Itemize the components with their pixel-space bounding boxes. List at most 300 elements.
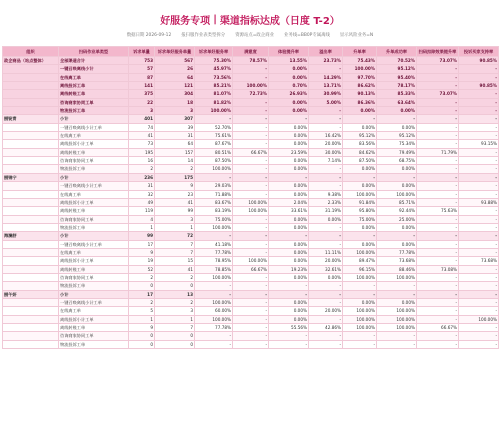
column-header[interactable]: 组织 — [3, 47, 59, 57]
table-cell: 100.00% — [343, 307, 377, 315]
table-cell: 离线投诉工单 — [59, 82, 129, 90]
table-cell: 68.75% — [377, 157, 417, 165]
table-cell: 0.70% — [269, 82, 309, 90]
table-cell — [3, 257, 59, 265]
table-cell: 1 — [155, 223, 195, 231]
filter-type: 报扫服作业表类型拆分 — [181, 33, 226, 38]
table-cell: - — [233, 173, 269, 181]
table-cell: 0.00% — [269, 257, 309, 265]
subtotal-row — [3, 115, 499, 123]
table-cell: - — [309, 182, 343, 190]
table-cell: 100.00% — [377, 190, 417, 198]
table-cell: 0.00% — [377, 223, 417, 231]
table-cell: - — [417, 115, 459, 123]
table-cell: 84.62% — [343, 148, 377, 156]
table-cell: 16 — [129, 157, 155, 165]
table-cell: - — [417, 98, 459, 106]
filter-business: 业务线=BB0P专属离线 — [284, 33, 330, 38]
table-cell: - — [269, 340, 309, 348]
table-cell: 64 — [155, 140, 195, 148]
table-cell — [3, 324, 59, 332]
table-cell — [3, 248, 59, 256]
table-cell: 全部渠道合计 — [59, 57, 129, 65]
table-cell: - — [417, 123, 459, 131]
table-cell: 73.68% — [377, 257, 417, 265]
table-cell: - — [417, 223, 459, 231]
table-cell: - — [233, 215, 269, 223]
table-cell: 0.00% — [269, 223, 309, 231]
table-cell: 55.56% — [269, 324, 309, 332]
table-cell: 0.00% — [343, 223, 377, 231]
table-cell: - — [233, 315, 269, 323]
table-cell: 离线转账工单 — [59, 324, 129, 332]
table-cell: 0.00% — [269, 157, 309, 165]
table-cell: 73.07% — [417, 90, 459, 98]
table-cell: 捌锭青 — [3, 115, 59, 123]
table-cell: - — [377, 232, 417, 240]
table-cell: - — [269, 290, 309, 298]
table-cell — [3, 148, 59, 156]
table-cell: 93.88% — [459, 198, 499, 206]
table-cell: 121 — [155, 82, 195, 90]
table-cell: 0.00% — [343, 107, 377, 115]
table-cell: 73.56% — [195, 73, 233, 81]
table-cell: - — [269, 332, 309, 340]
table-cell: 一键召唤离线小计工单 — [59, 182, 129, 190]
table-cell: 86.62% — [343, 82, 377, 90]
table-cell: 80.51% — [195, 148, 233, 156]
table-cell: 86.36% — [343, 98, 377, 106]
table-cell: 92.44% — [377, 207, 417, 215]
table-cell: 0.00% — [269, 240, 309, 248]
table-cell: - — [417, 232, 459, 240]
table-cell: - — [343, 173, 377, 181]
table-cell: 78.85% — [195, 265, 233, 273]
table-cell: - — [459, 215, 499, 223]
table-cell: - — [309, 223, 343, 231]
table-cell: - — [417, 132, 459, 140]
table-cell — [3, 340, 59, 348]
table-cell: 87.67% — [195, 140, 233, 148]
table-row — [3, 265, 499, 273]
table-cell: - — [343, 332, 377, 340]
table-cell: - — [459, 73, 499, 81]
table-cell: 307 — [155, 115, 195, 123]
table-cell: 0.00% — [377, 165, 417, 173]
table-cell: 0.00% — [343, 123, 377, 131]
table-cell: 0.00% — [343, 298, 377, 306]
table-cell: - — [233, 190, 269, 198]
table-cell: 3 — [155, 107, 195, 115]
table-cell: 0 — [155, 282, 195, 290]
table-cell: - — [309, 340, 343, 348]
table-cell: 30.00% — [309, 148, 343, 156]
table-cell: 0.00% — [309, 215, 343, 223]
table-cell: 9.38% — [309, 190, 343, 198]
column-header[interactable]: 诉求单量 — [129, 47, 155, 57]
column-header[interactable]: 溢出率 — [309, 47, 343, 57]
table-cell: 70.52% — [377, 57, 417, 65]
table-row — [3, 215, 499, 223]
table-cell: 5 — [129, 307, 155, 315]
table-cell: 捌锦宁 — [3, 173, 59, 181]
table-cell: - — [377, 282, 417, 290]
table-cell: - — [377, 290, 417, 298]
table-cell: 85.71% — [377, 198, 417, 206]
table-cell: 一键召唤离线小计工单 — [59, 298, 129, 306]
table-cell: 3 — [155, 307, 195, 315]
table-cell: - — [233, 73, 269, 81]
table-cell: - — [269, 282, 309, 290]
table-row — [3, 273, 499, 281]
table-cell: - — [417, 157, 459, 165]
table-cell: - — [417, 290, 459, 298]
table-cell: - — [309, 123, 343, 131]
table-cell: 81.07% — [195, 90, 233, 98]
table-cell — [3, 123, 59, 131]
title-separator: | — [213, 13, 217, 25]
table-cell: 88.46% — [377, 265, 417, 273]
table-cell: 2.04% — [269, 198, 309, 206]
table-cell: 41 — [155, 265, 195, 273]
table-cell: - — [417, 248, 459, 256]
table-cell: 119 — [129, 207, 155, 215]
table-cell: - — [309, 173, 343, 181]
table-cell: - — [459, 132, 499, 140]
table-cell: 19 — [129, 257, 155, 265]
column-header[interactable]: 升单成功率 — [377, 47, 417, 57]
table-cell: - — [233, 107, 269, 115]
table-cell — [3, 315, 59, 323]
table-cell: - — [195, 115, 233, 123]
table-cell: 71.88% — [195, 190, 233, 198]
table-cell: 39 — [155, 123, 195, 131]
table-cell: - — [459, 282, 499, 290]
table-cell: - — [309, 107, 343, 115]
table-cell: 75.00% — [195, 215, 233, 223]
table-cell: 74 — [129, 123, 155, 131]
table-row — [3, 282, 499, 290]
table-cell: 95.40% — [377, 73, 417, 81]
table-cell: - — [309, 298, 343, 306]
table-cell: - — [459, 340, 499, 348]
table-cell: 78.57% — [233, 57, 269, 65]
table-cell: - — [233, 157, 269, 165]
table-cell: 66.67% — [417, 324, 459, 332]
table-cell: - — [233, 132, 269, 140]
table-cell: 25.00% — [377, 215, 417, 223]
table-cell: 77.78% — [195, 248, 233, 256]
table-cell: 0.00% — [269, 140, 309, 148]
table-cell: 1 — [155, 315, 195, 323]
table-cell — [3, 140, 59, 148]
table-cell: 7 — [155, 324, 195, 332]
table-cell: 100.00% — [377, 273, 417, 281]
table-cell: - — [459, 148, 499, 156]
table-cell: 99 — [155, 207, 195, 215]
table-cell: 0.00% — [269, 315, 309, 323]
table-cell: - — [459, 123, 499, 131]
table-row — [3, 190, 499, 198]
table-cell: 0.00% — [269, 273, 309, 281]
table-cell — [3, 182, 59, 190]
table-cell: 91.84% — [343, 198, 377, 206]
table-cell: 60.00% — [195, 307, 233, 315]
table-cell — [3, 282, 59, 290]
table-cell: 66.67% — [233, 265, 269, 273]
table-cell: 0.00% — [377, 123, 417, 131]
table-cell: 离线转账工单 — [59, 265, 129, 273]
table-cell: 政企商品（站点整体） — [3, 57, 59, 65]
table-cell: 18 — [155, 98, 195, 106]
table-cell: - — [417, 198, 459, 206]
table-row — [3, 315, 499, 323]
table-cell: 0.00% — [343, 165, 377, 173]
table-cell: 100.00% — [233, 198, 269, 206]
column-header[interactable]: 投诉买家支持率 — [459, 47, 499, 57]
table-cell: 236 — [129, 173, 155, 181]
table-cell: - — [459, 332, 499, 340]
table-cell: 72.73% — [233, 90, 269, 98]
table-cell: - — [459, 248, 499, 256]
table-cell — [3, 307, 59, 315]
table-cell: - — [417, 182, 459, 190]
table-cell: - — [195, 282, 233, 290]
table-cell: 在线离工单 — [59, 132, 129, 140]
table-cell: 100.00% — [343, 273, 377, 281]
table-row — [3, 223, 499, 231]
table-cell: - — [343, 232, 377, 240]
table-cell: 42.86% — [309, 324, 343, 332]
table-cell: 87.50% — [343, 157, 377, 165]
table-cell: 77.78% — [195, 324, 233, 332]
table-cell: 100.00% — [459, 315, 499, 323]
table-row — [3, 123, 499, 131]
table-cell: - — [233, 182, 269, 190]
table-row — [3, 332, 499, 340]
table-row — [3, 257, 499, 265]
table-cell: 7 — [155, 240, 195, 248]
table-cell: 0.00% — [269, 107, 309, 115]
table-cell: - — [343, 115, 377, 123]
table-cell: 0.00% — [269, 190, 309, 198]
table-cell: 20.00% — [309, 307, 343, 315]
table-cell: - — [459, 240, 499, 248]
table-cell: - — [417, 340, 459, 348]
table-row — [3, 207, 499, 215]
table-cell: 22 — [129, 98, 155, 106]
summary-row — [3, 73, 499, 81]
table-cell: 95.12% — [377, 132, 417, 140]
column-header[interactable]: 诉求单好服务率 — [195, 47, 233, 57]
filter-date: 数据日期 2026-09-12 — [126, 33, 172, 38]
table-cell — [3, 332, 59, 340]
table-cell: 89.47% — [343, 257, 377, 265]
table-cell: - — [459, 273, 499, 281]
table-cell: 75.63% — [417, 207, 459, 215]
table-cell: 离线投诉小计工单 — [59, 198, 129, 206]
column-header[interactable]: 扫码扣除效果提升率 — [417, 47, 459, 57]
table-cell: 咨询商家协同工单 — [59, 215, 129, 223]
table-cell: - — [309, 332, 343, 340]
table-cell: 78.95% — [195, 257, 233, 265]
table-cell: - — [417, 307, 459, 315]
table-cell: - — [233, 307, 269, 315]
table-cell: 87.50% — [195, 157, 233, 165]
table-cell: - — [459, 232, 499, 240]
filter-site: 资源站点=政企商业 — [235, 33, 274, 38]
table-cell: 100.00% — [195, 107, 233, 115]
table-cell — [3, 132, 59, 140]
table-cell: - — [269, 115, 309, 123]
table-cell: 物流投诉工单 — [59, 223, 129, 231]
subtotal-row — [3, 232, 499, 240]
table-cell: 小计 — [59, 290, 129, 298]
table-cell: 100.00% — [343, 315, 377, 323]
table-cell: 29.03% — [195, 182, 233, 190]
table-cell: 在线离工单 — [59, 248, 129, 256]
table-cell: 75.30% — [195, 57, 233, 65]
table-cell: 9 — [155, 182, 195, 190]
table-cell: - — [377, 340, 417, 348]
table-cell: 100.00% — [343, 65, 377, 73]
filter-summary — [0, 32, 500, 42]
table-cell: 0.00% — [269, 215, 309, 223]
table-cell: - — [343, 282, 377, 290]
table-cell: 咨询商家协同工单 — [59, 273, 129, 281]
table-cell: 73.68% — [459, 257, 499, 265]
table-cell: 100.00% — [195, 223, 233, 231]
table-header-row — [3, 47, 499, 57]
table-cell: 0.00% — [269, 123, 309, 131]
table-cell: 73.08% — [417, 265, 459, 273]
column-header[interactable]: 体验提升率 — [269, 47, 309, 57]
table-cell: - — [309, 115, 343, 123]
metrics-table — [2, 46, 499, 349]
table-cell: 83.67% — [195, 198, 233, 206]
summary-row — [3, 90, 499, 98]
table-cell: - — [459, 298, 499, 306]
table-cell: 304 — [155, 90, 195, 98]
table-cell — [3, 298, 59, 306]
table-cell: - — [459, 157, 499, 165]
table-cell: 31 — [155, 132, 195, 140]
table-cell: 2 — [129, 165, 155, 173]
table-cell: 小计 — [59, 115, 129, 123]
column-header[interactable]: 扫码作业单类型 — [59, 47, 129, 57]
table-cell: 100.00% — [377, 315, 417, 323]
table-cell: - — [195, 290, 233, 298]
table-cell: 85.33% — [377, 90, 417, 98]
table-row — [3, 240, 499, 248]
table-cell: 32 — [129, 190, 155, 198]
column-header[interactable]: 满意度 — [233, 47, 269, 57]
table-row — [3, 132, 499, 140]
table-cell: 离线转账工单 — [59, 90, 129, 98]
table-cell: 100.00% — [343, 324, 377, 332]
column-header[interactable]: 诉求单好服务单量 — [155, 47, 195, 57]
table-cell: - — [459, 223, 499, 231]
table-row — [3, 340, 499, 348]
table-cell: 97.70% — [343, 73, 377, 81]
table-cell: 753 — [129, 57, 155, 65]
table-cell: - — [417, 73, 459, 81]
table-cell: 9 — [129, 324, 155, 332]
table-cell: 100.00% — [233, 207, 269, 215]
table-cell: 83.56% — [343, 140, 377, 148]
table-row — [3, 157, 499, 165]
table-cell: 0.00% — [269, 98, 309, 106]
table-cell: 3 — [129, 107, 155, 115]
table-cell — [3, 82, 59, 90]
summary-row — [3, 57, 499, 65]
table-cell: 11.11% — [309, 248, 343, 256]
column-header[interactable]: 升单率 — [343, 47, 377, 57]
table-cell: 4 — [129, 215, 155, 223]
table-cell: - — [233, 273, 269, 281]
table-cell: 咨询商家协同工单 — [59, 332, 129, 340]
table-cell: - — [417, 273, 459, 281]
table-cell: - — [459, 290, 499, 298]
table-cell: - — [377, 115, 417, 123]
table-cell: 15 — [155, 257, 195, 265]
table-cell: - — [417, 65, 459, 73]
table-cell: - — [459, 115, 499, 123]
table-cell: 96.15% — [343, 265, 377, 273]
table-cell: 7.14% — [309, 157, 343, 165]
table-row — [3, 198, 499, 206]
table-cell: - — [309, 315, 343, 323]
table-cell: 64 — [155, 73, 195, 81]
table-cell: 0.00% — [343, 182, 377, 190]
table-cell: - — [233, 340, 269, 348]
table-cell — [3, 98, 59, 106]
table-cell — [3, 207, 59, 215]
table-cell: 17 — [129, 240, 155, 248]
table-cell: 2 — [129, 273, 155, 281]
table-cell — [3, 273, 59, 281]
table-row — [3, 148, 499, 156]
table-cell: 离线转账工单 — [59, 148, 129, 156]
table-cell: 87 — [129, 73, 155, 81]
table-cell: - — [195, 173, 233, 181]
table-cell: 31 — [129, 182, 155, 190]
table-cell: 0.00% — [269, 248, 309, 256]
table-cell — [3, 165, 59, 173]
table-cell: - — [309, 65, 343, 73]
table-cell: - — [459, 182, 499, 190]
table-cell: 75.00% — [343, 215, 377, 223]
table-cell: 小计 — [59, 232, 129, 240]
table-row — [3, 248, 499, 256]
table-cell — [3, 157, 59, 165]
table-cell — [3, 65, 59, 73]
table-cell: 175 — [155, 173, 195, 181]
table-cell: 99 — [129, 232, 155, 240]
table-cell: 23 — [155, 190, 195, 198]
summary-row — [3, 107, 499, 115]
table-cell: 1 — [129, 315, 155, 323]
table-cell: 0.00% — [269, 165, 309, 173]
table-cell: - — [459, 90, 499, 98]
table-cell: - — [377, 173, 417, 181]
table-cell: 0.00% — [377, 298, 417, 306]
table-cell: 物流投诉工单 — [59, 340, 129, 348]
table-cell: 100.00% — [377, 324, 417, 332]
table-cell: 75.43% — [343, 57, 377, 65]
table-cell: 一键召唤离线小计工单 — [59, 240, 129, 248]
table-cell: 52.70% — [195, 123, 233, 131]
